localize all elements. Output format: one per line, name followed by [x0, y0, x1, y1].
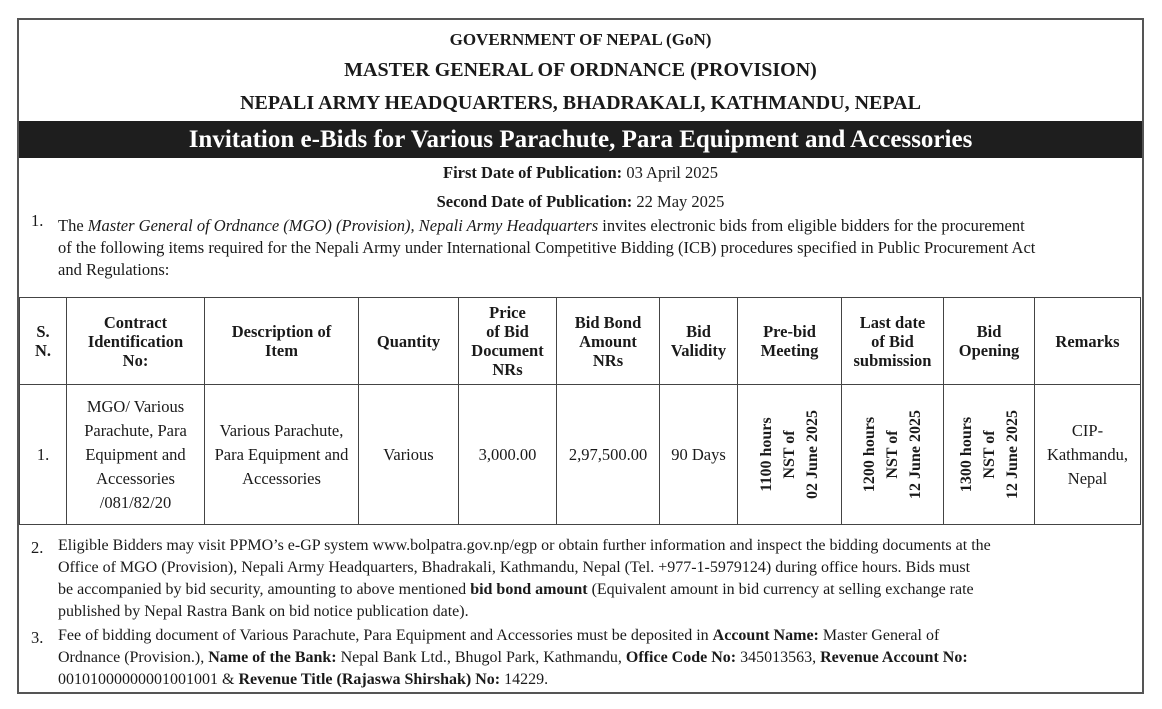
header-description: Description of Item: [205, 298, 359, 385]
cell-opening: [944, 385, 1035, 525]
cell-description: Various Parachute, Para Equipment and Accessories: [205, 385, 359, 525]
header-bid-bond: Bid Bond Amount NRs: [557, 298, 660, 385]
cell-sn: 1.: [20, 385, 67, 525]
header-sn: S. N.: [20, 298, 67, 385]
header-prebid: Pre-bid Meeting: [738, 298, 842, 385]
cell-validity: 90 Days: [660, 385, 738, 525]
cell-prebid: [738, 385, 842, 525]
cell-quantity: Various: [359, 385, 459, 525]
notice-frame: [17, 18, 1144, 694]
office-code-label: Office Code No:: [625, 649, 737, 666]
first-publication-label: First Date of Publication:: [443, 163, 623, 182]
bid-bond-emphasis: bid bond amount: [470, 581, 588, 598]
bids-table: [19, 297, 1141, 525]
para2: [58, 535, 1138, 623]
cell-last-date: [842, 385, 944, 525]
para1-line2: of the following items required for the Nepali Army under International Competitive Bidding (ICB) procedures specified in Public Procurement Act: [58, 238, 1036, 257]
government-title: GOVERNMENT OF NEPAL (GoN): [449, 30, 712, 49]
revenue-title-label: Revenue Title (Rajaswa Shirshak) No:: [238, 671, 501, 688]
header-opening: Bid Opening: [944, 298, 1035, 385]
para1: [58, 215, 1140, 281]
table-header-row: [20, 298, 1141, 385]
para3-line1: Fee of bidding document of Various Parachute, Para Equipment and Accessories must be deposited in Account Name: Master General of: [58, 627, 940, 644]
revenue-account-label: Revenue Account No:: [820, 649, 968, 666]
para2-line1: Eligible Bidders may visit PPMO’s e-GP system www.bolpatra.gov.np/egp or obtain further information and inspect the bidding documents at the: [58, 537, 991, 554]
cell-remarks: CIP- Kathmandu, Nepal: [1035, 385, 1141, 525]
account-name-label: Account Name:: [712, 627, 819, 644]
para1-org: Master General of Ordnance (MGO) (Provision), Nepali Army Headquarters: [87, 216, 599, 235]
para3-line3: 00101000000001001001 & Revenue Title (Rajaswa Shirshak) No: 14229.: [58, 671, 549, 688]
header-validity: Bid Validity: [660, 298, 738, 385]
first-publication-date: [19, 163, 1142, 183]
opening-rotated-text: 1300 hours NST of 12 June 2025: [957, 410, 1021, 499]
para1-number: 1.: [31, 211, 44, 230]
para2-line3: be accompanied by bid security, amounting to above mentioned bid bond amount (Equivalent amount in bid currency at selling exchange rate: [58, 581, 974, 598]
para3-line2: Ordnance (Provision.), Name of the Bank: Nepal Bank Ltd., Bhugol Park, Kathmandu, Office Code No: 345013563, Revenue Account No:: [58, 649, 968, 666]
header-price: Price of Bid Document NRs: [459, 298, 557, 385]
header-contract-id: Contract Identification No:: [67, 298, 205, 385]
second-publication-value: 22 May 2025: [636, 192, 725, 211]
second-publication-label: Second Date of Publication:: [436, 192, 633, 211]
header-last-date: Last date of Bid submission: [842, 298, 944, 385]
cell-bid-bond: 2,97,500.00: [557, 385, 660, 525]
office-title: MASTER GENERAL OF ORDNANCE (PROVISION): [344, 59, 817, 81]
para1-line1: [58, 215, 1140, 237]
header-remarks: Remarks: [1035, 298, 1141, 385]
para1-lead: The: [58, 216, 84, 235]
para1-rest: invites electronic bids from eligible bidders for the procurement: [602, 216, 1025, 235]
headquarters-title: NEPALI ARMY HEADQUARTERS, BHADRAKALI, KATHMANDU, NEPAL: [240, 92, 921, 114]
bank-name-label: Name of the Bank:: [208, 649, 337, 666]
first-publication-value: 03 April 2025: [626, 163, 718, 182]
para2-line2: Office of MGO (Provision), Nepali Army Headquarters, Bhadrakali, Kathmandu, Nepal (Tel. +977-1-5979124) during office hours. Bids must: [58, 559, 971, 576]
second-publication-date: [19, 192, 1142, 212]
para3: [58, 625, 1140, 691]
para2-line4: published by Nepal Rastra Bank on bid notice publication date).: [58, 603, 469, 620]
table-row: [20, 385, 1141, 525]
para3-number: 3.: [31, 628, 44, 647]
notice-banner: Invitation e-Bids for Various Parachute, Para Equipment and Accessories: [19, 121, 1142, 158]
last-date-rotated-text: 1200 hours NST of 12 June 2025: [861, 410, 924, 499]
para1-line3: and Regulations:: [58, 260, 170, 279]
header-quantity: Quantity: [359, 298, 459, 385]
prebid-rotated-text: 1100 hours NST of 02 June 2025: [758, 410, 821, 499]
cell-contract-id: MGO/ Various Parachute, Para Equipment and Accessories /081/82/20: [67, 385, 205, 525]
cell-price: 3,000.00: [459, 385, 557, 525]
para2-number: 2.: [31, 538, 44, 557]
